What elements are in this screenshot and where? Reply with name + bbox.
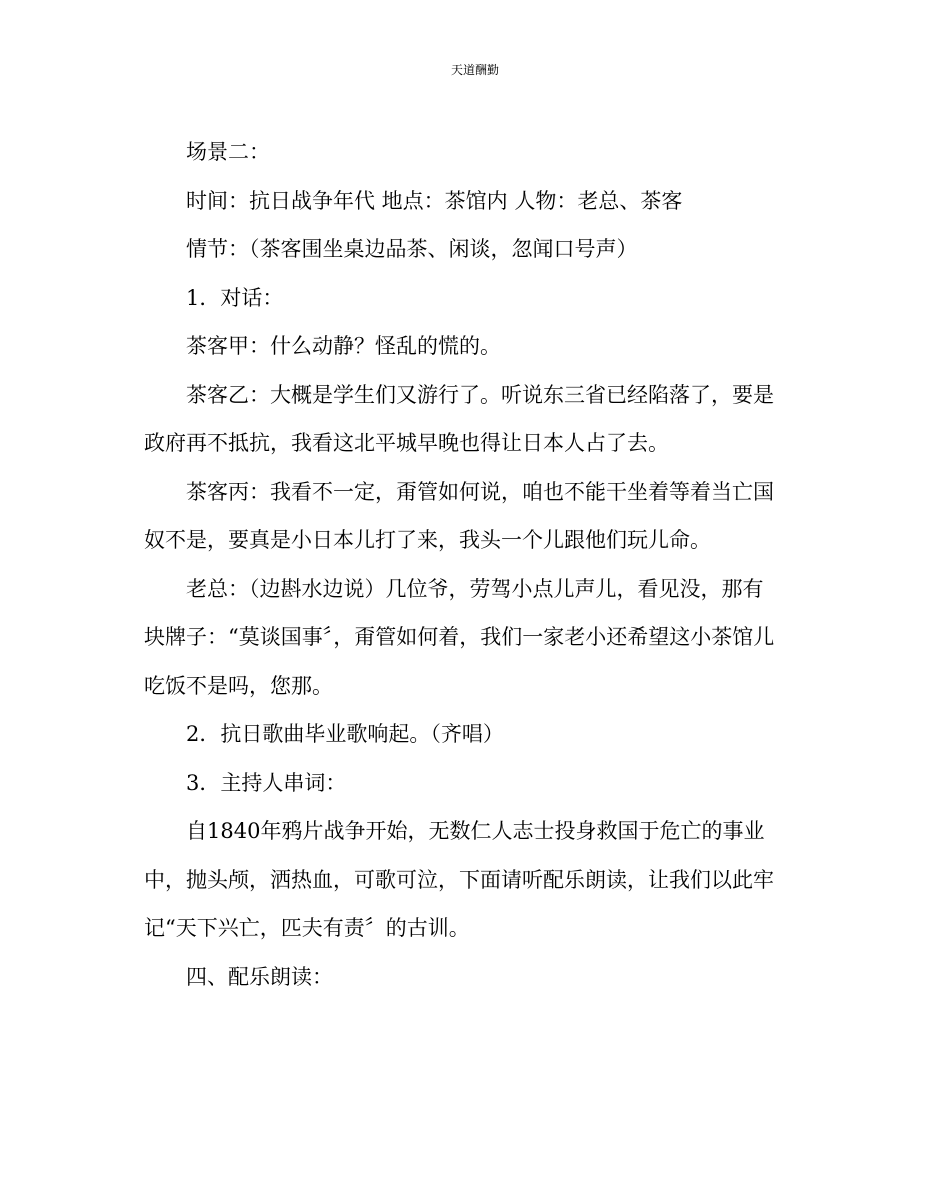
document-body xyxy=(144,128,814,1001)
section-host-heading: 3．主持人串词： xyxy=(186,770,347,795)
page-header: 天道酬勤 xyxy=(450,63,499,77)
scene-heading: 场景二： xyxy=(186,140,270,164)
plot-line: 情节：（茶客围坐桌边品茶、闲谈，忽闻口号声） xyxy=(186,237,638,261)
host-speech-line1: 自1840年鸦片战争开始，无数仁人志士投身救国于危亡的事业 xyxy=(186,819,765,843)
dialogue-guest-c-line2: 奴不是，要真是小日本儿打了来，我头一个儿跟他们玩儿命。 xyxy=(144,528,711,552)
dialogue-boss-line1: 老总：（边斟水边说）几位爷，劳驾小点儿声儿，看见没，那有 xyxy=(186,576,764,601)
section-song: 2．抗日歌曲毕业歌响起。（齐唱） xyxy=(186,722,504,746)
dialogue-guest-c-line1: 茶客丙：我看不一定，甭管如何说，咱也不能干坐着等着当亡国 xyxy=(186,479,774,504)
host-speech-line3: 记“天下兴亡，匹夫有责〞的古训。 xyxy=(144,916,470,940)
section-reading-heading: 四、配乐朗读： xyxy=(186,964,333,989)
dialogue-guest-b-line1: 茶客乙：大概是学生们又游行了。听说东三省已经陷落了，要是 xyxy=(186,382,774,407)
dialogue-guest-a: 茶客甲：什么动静？怪乱的慌的。 xyxy=(186,334,501,358)
section-dialogue-heading: 1．对话： xyxy=(186,285,284,310)
dialogue-boss-line3: 吃饭不是吗，您那。 xyxy=(144,673,333,698)
host-speech-line2: 中，抛头颅，洒热血，可歌可泣，下面请听配乐朗读，让我们以此牢 xyxy=(144,867,774,892)
dialogue-guest-b-line2: 政府再不抵抗，我看这北平城早晚也得让日本人占了去。 xyxy=(144,431,669,455)
dialogue-boss-line2: 块牌子：“莫谈国事〞，甭管如何着，我们一家老小还希望这小茶馆儿 xyxy=(144,625,775,649)
time-place-people-line: 时间：抗日战争年代 地点：茶馆内 人物：老总、茶客 xyxy=(186,188,683,213)
